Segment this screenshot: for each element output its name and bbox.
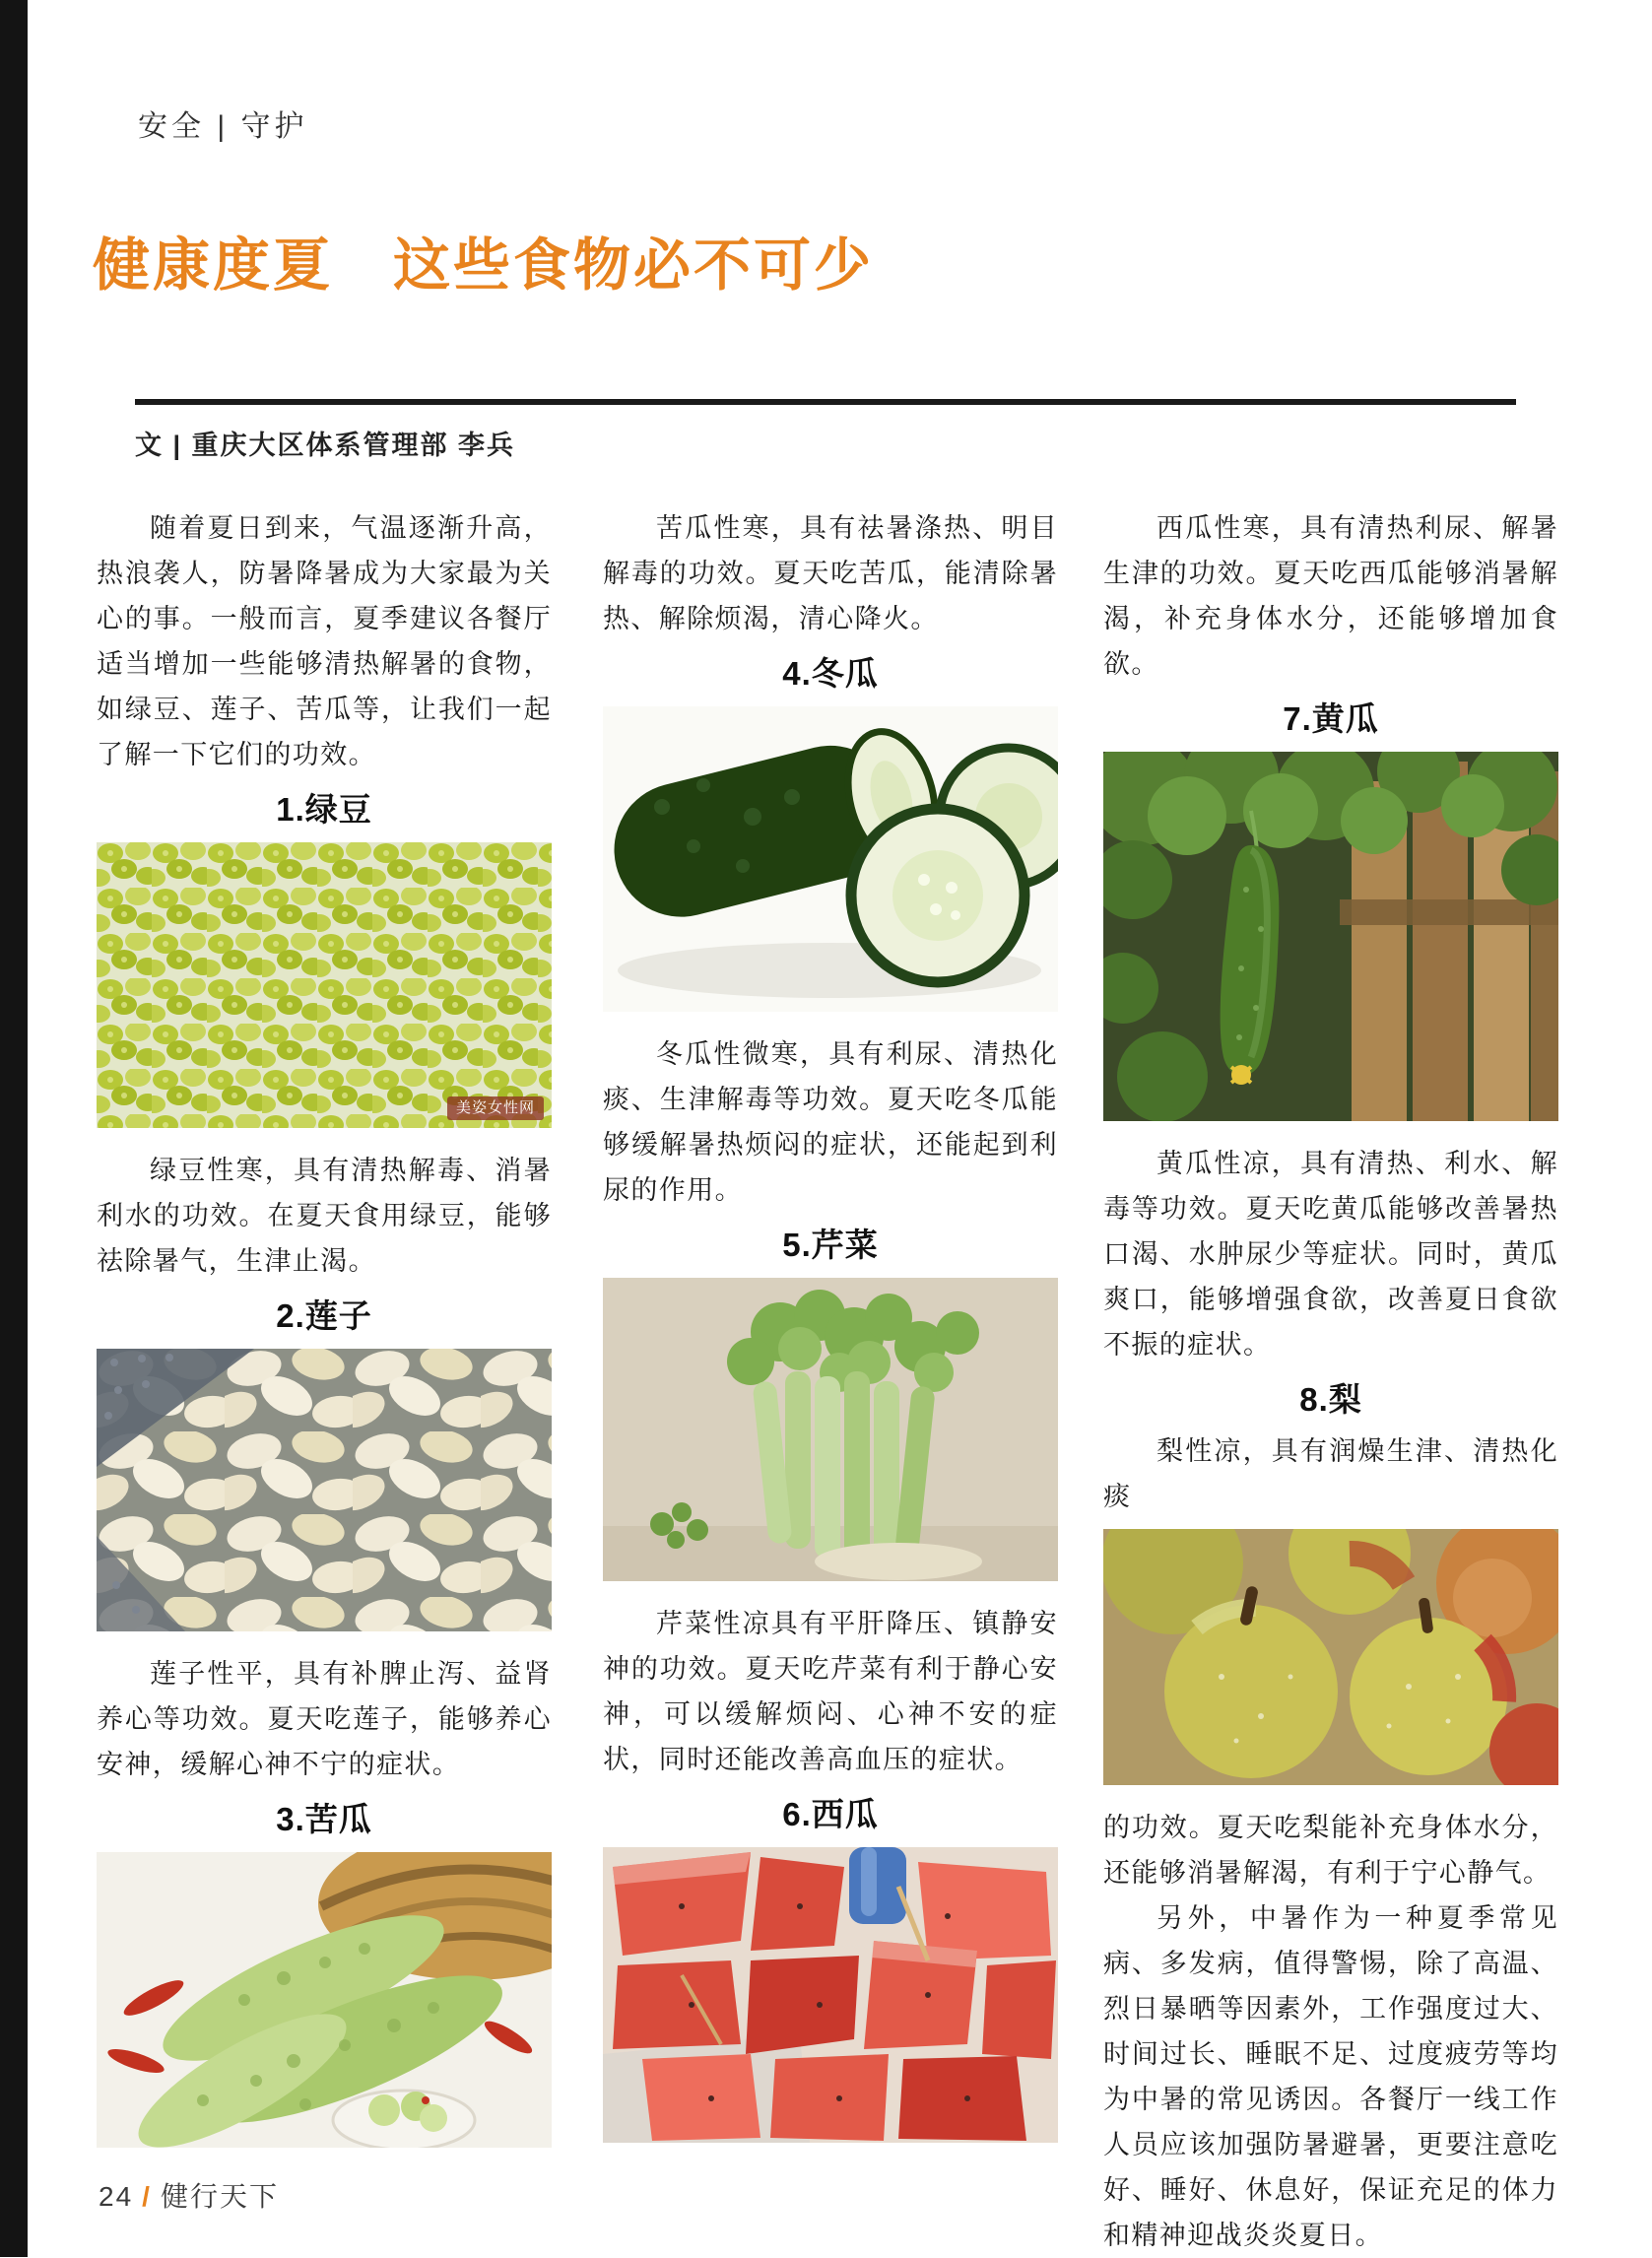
lotus-seeds-image bbox=[97, 1349, 552, 1631]
byline-rule bbox=[135, 399, 1516, 405]
photo-watermark: 美姿女性网 bbox=[447, 1096, 544, 1120]
intro-paragraph: 随着夏日到来，气温逐渐升高，热浪袭人，防暑降暑成为大家最为关心的事。一般而言，夏季建议各餐厅适当增加一些能够清热解暑的食物，如绿豆、莲子、苦瓜等，让我们一起了解一下它们的功效。 bbox=[97, 513, 552, 769]
closing-paragraph: 另外，中暑作为一种夏季常见病、多发病，值得警惕，除了高温、烈日暴晒等因素外，工作强度过大、时间过长、睡眠不足、过度疲劳等均为中暑的常见诱因。各餐厅一线工作人员应该加强防暑避暑，更要注意吃好、睡好、休息好，保证充足的体力和精神迎战炎炎夏日。 bbox=[1103, 1903, 1558, 2250]
section-3-text: 苦瓜性寒，具有祛暑涤热、明目解毒的功效。夏天吃苦瓜，能清除暑热、解除烦渴，清心降火。 bbox=[603, 513, 1058, 633]
left-edge-band bbox=[0, 0, 28, 2257]
pears-photo bbox=[1103, 1529, 1558, 1785]
mung-beans-photo bbox=[97, 842, 552, 1128]
section-2-heading: 2.莲子 bbox=[276, 1297, 372, 1334]
lotus-seeds-photo bbox=[97, 1349, 552, 1631]
cucumber-photo bbox=[1103, 752, 1558, 1121]
byline: 文 | 重庆大区体系管理部 李兵 bbox=[135, 431, 516, 460]
footer-separator: / bbox=[142, 2181, 152, 2212]
bitter-melon-photo bbox=[97, 1852, 552, 2148]
column-3 bbox=[1103, 505, 1558, 2258]
section-4-text: 冬瓜性微寒，具有利尿、清热化痰、生津解毒等功效。夏天吃冬瓜能够缓解暑热烦闷的症状，还能起到利尿的作用。 bbox=[603, 1039, 1058, 1205]
section-7-heading: 7.黄瓜 bbox=[1283, 700, 1379, 737]
article-title: 健康度夏 这些食物必不可少 bbox=[93, 233, 875, 298]
section-4-heading: 4.冬瓜 bbox=[782, 655, 879, 692]
magazine-name: 健行天下 bbox=[160, 2181, 279, 2212]
column-1 bbox=[97, 505, 552, 2167]
section-8-text-intro: 梨性凉，具有润燥生津、清热化痰 bbox=[1103, 1436, 1558, 1511]
section-1-heading: 1.绿豆 bbox=[276, 791, 372, 828]
winter-melon-image bbox=[603, 706, 1058, 1012]
section-5-heading: 5.芹菜 bbox=[782, 1227, 879, 1263]
pears-image bbox=[1103, 1529, 1558, 1785]
page-number: 24 bbox=[99, 2181, 134, 2212]
page-footer bbox=[99, 2175, 279, 2215]
mung-beans-image bbox=[97, 842, 552, 1128]
section-2-text: 莲子性平，具有补脾止泻、益肾养心等功效。夏天吃莲子，能够养心安神，缓解心神不宁的症状。 bbox=[97, 1659, 552, 1779]
section-3-heading: 3.苦瓜 bbox=[276, 1801, 372, 1837]
bitter-melon-image bbox=[97, 1852, 552, 2148]
column-2 bbox=[603, 505, 1058, 2162]
page-category: 安全 | 守护 bbox=[138, 110, 308, 143]
celery-photo bbox=[603, 1278, 1058, 1581]
section-8-text-continuation: 的功效。夏天吃梨能补充身体水分，还能够消暑解渴，有利于宁心静气。 bbox=[1103, 1813, 1558, 1888]
cucumber-image bbox=[1103, 752, 1558, 1121]
section-6-text: 西瓜性寒，具有清热利尿、解暑生津的功效。夏天吃西瓜能够消暑解渴，补充身体水分，还能够增加食欲。 bbox=[1103, 513, 1558, 679]
section-7-text: 黄瓜性凉，具有清热、利水、解毒等功效。夏天吃黄瓜能够改善暑热口渴、水肿尿少等症状。同时，黄瓜爽口，能够增强食欲，改善夏日食欲不振的症状。 bbox=[1103, 1149, 1558, 1360]
section-8-heading: 8.梨 bbox=[1299, 1381, 1362, 1418]
section-1-text: 绿豆性寒，具有清热解毒、消暑利水的功效。在夏天食用绿豆，能够祛除暑气，生津止渴。 bbox=[97, 1156, 552, 1276]
watermelon-image bbox=[603, 1847, 1058, 2143]
winter-melon-photo bbox=[603, 706, 1058, 1012]
watermelon-photo bbox=[603, 1847, 1058, 2143]
celery-image bbox=[603, 1278, 1058, 1581]
section-6-heading: 6.西瓜 bbox=[782, 1796, 879, 1832]
section-5-text: 芹菜性凉具有平肝降压、镇静安神的功效。夏天吃芹菜有利于静心安神，可以缓解烦闷、心神不安的症状，同时还能改善高血压的症状。 bbox=[603, 1609, 1058, 1774]
